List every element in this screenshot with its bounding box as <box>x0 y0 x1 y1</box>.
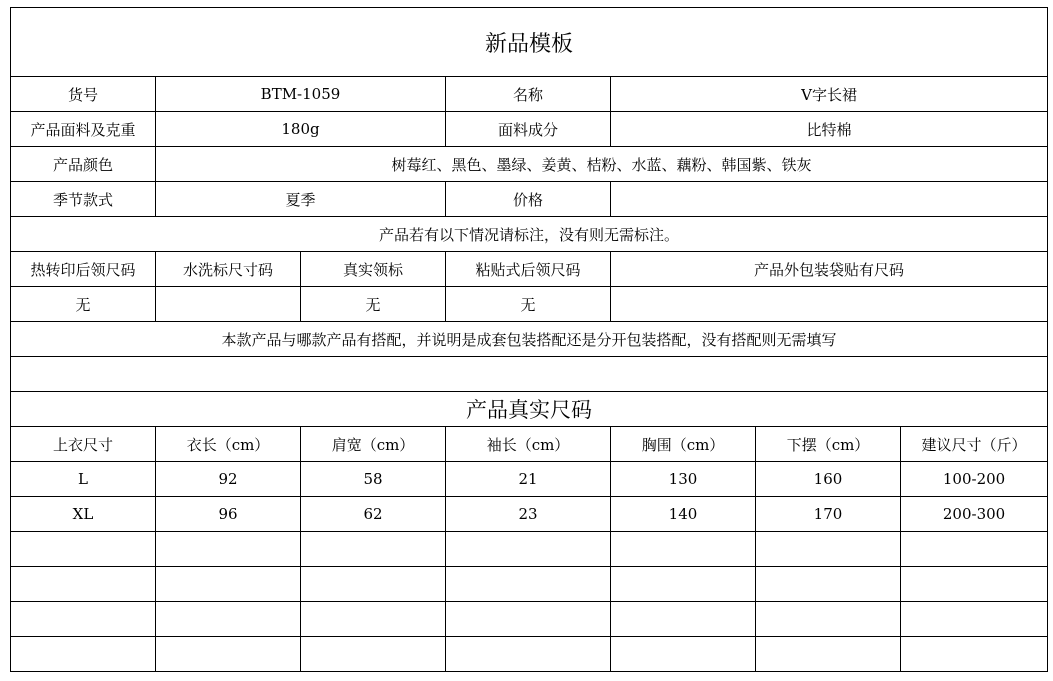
size-cell[interactable]: 160 <box>756 462 901 497</box>
size-section-title: 产品真实尺码 <box>11 392 1048 427</box>
empty-cell[interactable] <box>446 567 611 602</box>
size-header-hem: 下摆（cm） <box>756 427 901 462</box>
name-value[interactable]: V字长裙 <box>611 77 1048 112</box>
product-template-table <box>10 7 1048 672</box>
label-value-heat-transfer[interactable]: 无 <box>11 287 156 322</box>
size-header-suggested: 建议尺寸（斤） <box>901 427 1048 462</box>
size-row-l <box>11 462 1048 497</box>
name-label: 名称 <box>446 77 611 112</box>
empty-cell[interactable] <box>611 637 756 672</box>
empty-cell[interactable] <box>446 532 611 567</box>
template-sheet <box>10 7 1048 672</box>
info-row-color <box>11 147 1048 182</box>
label-header-real-neck-label: 真实领标 <box>301 252 446 287</box>
item-no-label: 货号 <box>11 77 156 112</box>
empty-cell[interactable] <box>301 602 446 637</box>
empty-cell[interactable] <box>446 602 611 637</box>
size-cell[interactable]: 21 <box>446 462 611 497</box>
empty-size-row <box>11 567 1048 602</box>
size-header-chest: 胸围（cm） <box>611 427 756 462</box>
label-value-wash-label[interactable] <box>156 287 301 322</box>
size-cell[interactable]: L <box>11 462 156 497</box>
empty-cell[interactable] <box>611 602 756 637</box>
empty-cell[interactable] <box>156 532 301 567</box>
size-header-row <box>11 427 1048 462</box>
season-value[interactable]: 夏季 <box>156 182 446 217</box>
empty-cell[interactable] <box>11 602 156 637</box>
empty-size-row <box>11 602 1048 637</box>
empty-cell[interactable] <box>756 637 901 672</box>
info-row-item <box>11 77 1048 112</box>
size-cell[interactable]: 100-200 <box>901 462 1048 497</box>
page-title: 新品模板 <box>11 8 1048 77</box>
empty-cell[interactable] <box>901 567 1048 602</box>
label-value-package-size[interactable] <box>611 287 1048 322</box>
size-cell[interactable]: 96 <box>156 497 301 532</box>
colors-value[interactable]: 树莓红、黑色、墨绿、姜黄、桔粉、水蓝、藕粉、韩国紫、铁灰 <box>156 147 1048 182</box>
empty-cell[interactable] <box>301 637 446 672</box>
matching-value[interactable] <box>11 357 1048 392</box>
empty-cell[interactable] <box>156 602 301 637</box>
empty-cell[interactable] <box>901 637 1048 672</box>
empty-cell[interactable] <box>156 567 301 602</box>
size-cell[interactable]: XL <box>11 497 156 532</box>
empty-cell[interactable] <box>11 567 156 602</box>
price-value[interactable] <box>611 182 1048 217</box>
size-cell[interactable]: 92 <box>156 462 301 497</box>
info-row-season <box>11 182 1048 217</box>
size-cell[interactable]: 140 <box>611 497 756 532</box>
empty-cell[interactable] <box>901 602 1048 637</box>
empty-cell[interactable] <box>156 637 301 672</box>
fabric-weight-label: 产品面料及克重 <box>11 112 156 147</box>
color-label: 产品颜色 <box>11 147 156 182</box>
label-value-sticker-size[interactable]: 无 <box>446 287 611 322</box>
size-header-sleeve: 袖长（cm） <box>446 427 611 462</box>
empty-cell[interactable] <box>756 602 901 637</box>
fabric-weight-value[interactable]: 180g <box>156 112 446 147</box>
label-header-row <box>11 252 1048 287</box>
size-cell[interactable]: 170 <box>756 497 901 532</box>
size-header-top-size: 上衣尺寸 <box>11 427 156 462</box>
season-label: 季节款式 <box>11 182 156 217</box>
empty-cell[interactable] <box>611 567 756 602</box>
size-cell[interactable]: 200-300 <box>901 497 1048 532</box>
notice-text: 产品若有以下情况请标注，没有则无需标注。 <box>11 217 1048 252</box>
label-value-real-neck-label[interactable]: 无 <box>301 287 446 322</box>
label-header-heat-transfer: 热转印后领尺码 <box>11 252 156 287</box>
label-header-package-size: 产品外包装袋贴有尺码 <box>611 252 1048 287</box>
empty-cell[interactable] <box>756 532 901 567</box>
empty-cell[interactable] <box>11 532 156 567</box>
label-value-row <box>11 287 1048 322</box>
empty-cell[interactable] <box>301 532 446 567</box>
label-header-sticker-size: 粘贴式后领尺码 <box>446 252 611 287</box>
size-header-length: 衣长（cm） <box>156 427 301 462</box>
matching-note: 本款产品与哪款产品有搭配，并说明是成套包装搭配还是分开包装搭配，没有搭配则无需填写 <box>11 322 1048 357</box>
size-header-shoulder: 肩宽（cm） <box>301 427 446 462</box>
composition-label: 面料成分 <box>446 112 611 147</box>
empty-cell[interactable] <box>446 637 611 672</box>
empty-cell[interactable] <box>301 567 446 602</box>
empty-cell[interactable] <box>901 532 1048 567</box>
size-cell[interactable]: 130 <box>611 462 756 497</box>
empty-size-row <box>11 532 1048 567</box>
info-row-fabric <box>11 112 1048 147</box>
size-row-xl <box>11 497 1048 532</box>
size-cell[interactable]: 62 <box>301 497 446 532</box>
size-cell[interactable]: 23 <box>446 497 611 532</box>
price-label: 价格 <box>446 182 611 217</box>
size-cell[interactable]: 58 <box>301 462 446 497</box>
empty-cell[interactable] <box>611 532 756 567</box>
composition-value[interactable]: 比特棉 <box>611 112 1048 147</box>
label-header-wash-label: 水洗标尺寸码 <box>156 252 301 287</box>
item-no-value[interactable]: BTM-1059 <box>156 77 446 112</box>
empty-cell[interactable] <box>756 567 901 602</box>
empty-size-row <box>11 637 1048 672</box>
empty-cell[interactable] <box>11 637 156 672</box>
